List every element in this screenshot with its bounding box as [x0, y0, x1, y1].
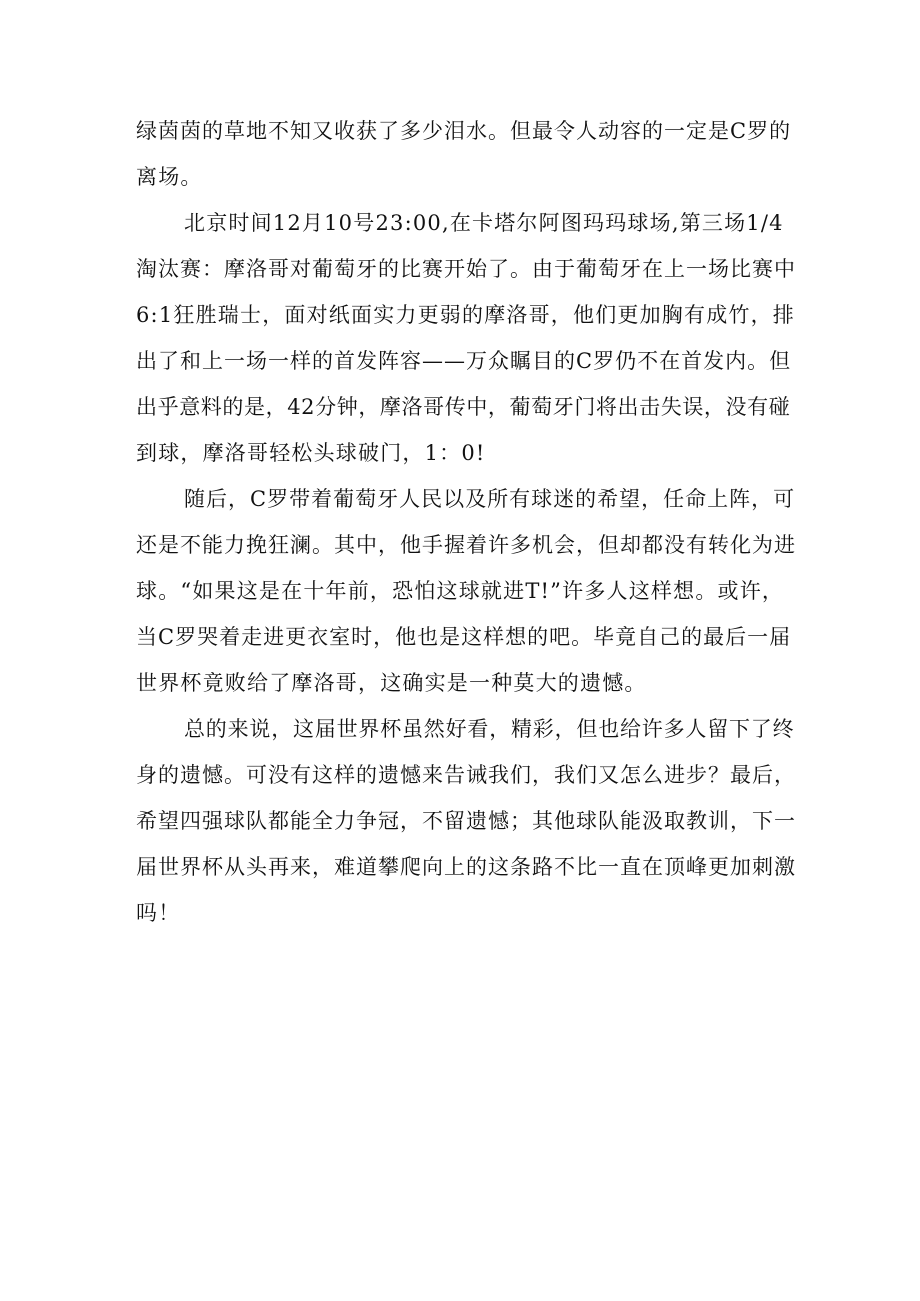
paragraph-4 [136, 706, 796, 936]
text-line: 吗！ [136, 901, 181, 925]
text-line: 随后，C罗带着葡萄牙人民以及所有球迷的希望，任命上阵，可 [184, 487, 796, 511]
text-line: 世界杯竟败给了摩洛哥，这确实是一种莫大的遗憾。 [136, 671, 647, 695]
text-line: 北京时间12月10号23:00,在卡塔尔阿图玛玛球场,第三场1/4 [184, 211, 784, 235]
paragraph-1 [136, 108, 796, 200]
text-line: 到球，摩洛哥轻松头球破门，1：0! [136, 441, 486, 465]
paragraph-2 [136, 200, 796, 476]
text-line: 绿茵茵的草地不知又收获了多少泪水。但最令人动容的一定是C罗的 [136, 119, 792, 143]
text-line: 还是不能力挽狂澜。其中，他手握着许多机会，但却都没有转化为进 [136, 533, 796, 557]
text-line: 离场。 [136, 165, 203, 189]
text-line: 出了和上一场一样的首发阵容——万众瞩目的C罗仍不在首发内。但 [136, 349, 792, 373]
text-line: 当C罗哭着走进更衣室时，他也是这样想的吧。毕竟自己的最后一届 [136, 625, 792, 649]
text-line: 身的遗憾。可没有这样的遗憾来告诫我们，我们又怎么进步？最后， [136, 763, 796, 787]
text-line: 球。“如果这是在十年前，恐怕这球就进T!”许多人这样想。或许， [136, 579, 785, 603]
text-line: 淘汰赛：摩洛哥对葡萄牙的比赛开始了。由于葡萄牙在上一场比赛中 [136, 257, 796, 281]
text-line: 届世界杯从头再来，难道攀爬向上的这条路不比一直在顶峰更加刺激 [136, 855, 796, 879]
text-line: 6:1狂胜瑞士，面对纸面实力更弱的摩洛哥，他们更加胸有成竹，排 [136, 303, 795, 327]
paragraph-3 [136, 476, 796, 706]
text-line: 希望四强球队都能全力争冠，不留遗憾；其他球队能汲取教训，下一 [136, 809, 796, 833]
text-line: 总的来说，这届世界杯虽然好看，精彩，但也给许多人留下了终 [184, 717, 795, 741]
document-page [136, 108, 796, 936]
text-line: 出乎意料的是，42分钟，摩洛哥传中，葡萄牙门将出击失误，没有碰 [136, 395, 791, 419]
